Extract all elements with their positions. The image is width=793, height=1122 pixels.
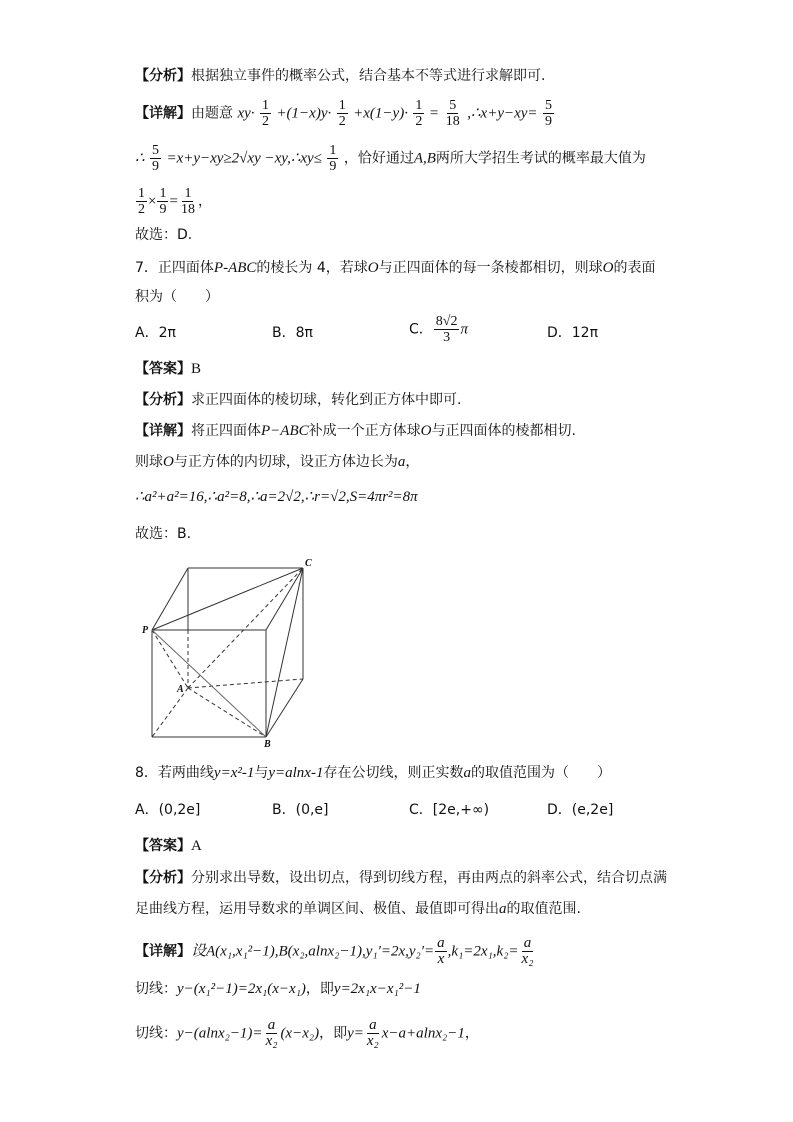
answer-choice-line: 故选：D.	[135, 227, 193, 243]
fraction-5-18: $\frac{5}{18}$	[445, 98, 460, 129]
label-p: P	[142, 625, 149, 636]
cube-edge	[152, 568, 188, 630]
q8-detail-1: 【详解】设A(x₁,x₁²−1),B(x₂,alnx₂−1),y₁′=2x,y₂′= $\frac{a}{x}$ ,k₁=2x₁,k₂= $\frac{a}{\text{x₂}}$	[135, 935, 534, 967]
label-a: A	[177, 684, 184, 695]
fraction-5-9: $\frac{5}{9}$	[545, 98, 552, 129]
q7-answer: 【答案】B	[135, 361, 202, 377]
edge-bc	[266, 568, 303, 737]
q7-option-a: A．2π	[135, 325, 176, 341]
analysis-tag: 【分析】	[135, 68, 191, 84]
q7-detail-1: 【详解】将正四面体P−ABC补成一个正方体球O与正四面体的棱都相切.	[135, 423, 576, 439]
label-b: B	[264, 739, 271, 747]
q8-option-c: C．[2e,+∞)	[409, 802, 490, 818]
fraction-1-18: $\frac{1}{18}$	[180, 186, 195, 217]
cube-edge	[266, 679, 303, 737]
q7-option-b: B．8π	[272, 325, 313, 341]
question-8-line-1: 8．若两曲线y=x²-1与y=alnx-1存在公切线，则正实数a的取值范围为（ ）	[135, 765, 611, 781]
q7-option-d: D．12π	[547, 325, 599, 341]
hidden-edge	[152, 688, 188, 737]
edge-pc	[152, 568, 303, 630]
detail-line-1: 【详解】由题意 xy· $\frac{1}{2}$ +(1−x)y· $\frac{1}{2}$ +x(1−y)· $\frac{1}{2}$ = $\frac{5}{18}$ ,∴x+y−xy= $\frac{5}{9}$	[135, 98, 552, 129]
q8-analysis-2: 足曲线方程，运用导数求的单调区间、极值、最值即可得出a的取值范围.	[135, 901, 581, 917]
hidden-edge-ac	[188, 568, 303, 688]
question-7-line-1: 7．正四面体P-ABC的棱长为 4，若球O与正四面体的每一条棱都相切，则球O的表面	[135, 260, 656, 276]
q7-analysis: 【分析】求正四面体的棱切球，转化到正方体中即可.	[135, 392, 462, 408]
q7-conclusion: 故选：B.	[135, 526, 192, 542]
question-7-line-2: 积为（ ）	[135, 289, 219, 305]
q7-option-c: C． $\frac{8√2}{3}$ π	[409, 314, 468, 345]
detail-tag: 【详解】	[135, 105, 191, 122]
label-c: C	[305, 558, 312, 569]
q7-detail-3: ∴a²+a²=16,∴a²=8,∴a=2√2,∴r=√2,S=4πr²=8π	[135, 489, 418, 505]
cube-figure	[140, 557, 325, 747]
cube-edge	[266, 568, 303, 630]
q8-tangent-1: 切线：y−(x₁²−1)=2x₁(x−x₁)，即y=2x₁x−x₁²−1	[135, 981, 421, 997]
q8-option-b: B．(0,e]	[272, 802, 329, 818]
q8-tangent-2: 切线：y−(alnx₂−1)= $\frac{a}{\text{x₂}}$ (x−x₂)，即y= $\frac{a}{\text{x₂}}$ x−a+alnx₂−1，	[135, 1017, 479, 1049]
hidden-edge-ab	[188, 688, 266, 737]
q7-detail-2: 则球O与正方体的内切球，设正方体边长为a，	[135, 454, 420, 470]
q8-answer: 【答案】A	[135, 838, 202, 854]
edge-pb	[152, 630, 266, 737]
analysis-line-1	[135, 66, 545, 86]
q8-analysis-1: 【分析】分别求出导数，设出切点，得到切线方程，再由两点的斜率公式，结合切点满	[135, 870, 667, 886]
q8-option-a: A．(0,2e]	[135, 802, 201, 818]
detail-line-3: $\frac{1}{2}$ × $\frac{1}{9}$ = $\frac{1}{18}$ ，	[138, 186, 212, 217]
q8-option-d: D．(e,2e]	[547, 802, 614, 818]
fraction-half: $\frac{1}{2}$	[261, 98, 269, 129]
detail-line-2: ∴ $\frac{5}{9}$ =x+y−xy≥2√xy −xy,∴xy≤ $\frac{1}{9}$ ，恰好通过A,B两所大学招生考试的概率最大值为	[135, 143, 646, 174]
analysis-text: 根据独立事件的概率公式，结合基本不等式进行求解即可.	[191, 68, 546, 84]
fraction-1-9: $\frac{1}{9}$	[329, 143, 337, 174]
